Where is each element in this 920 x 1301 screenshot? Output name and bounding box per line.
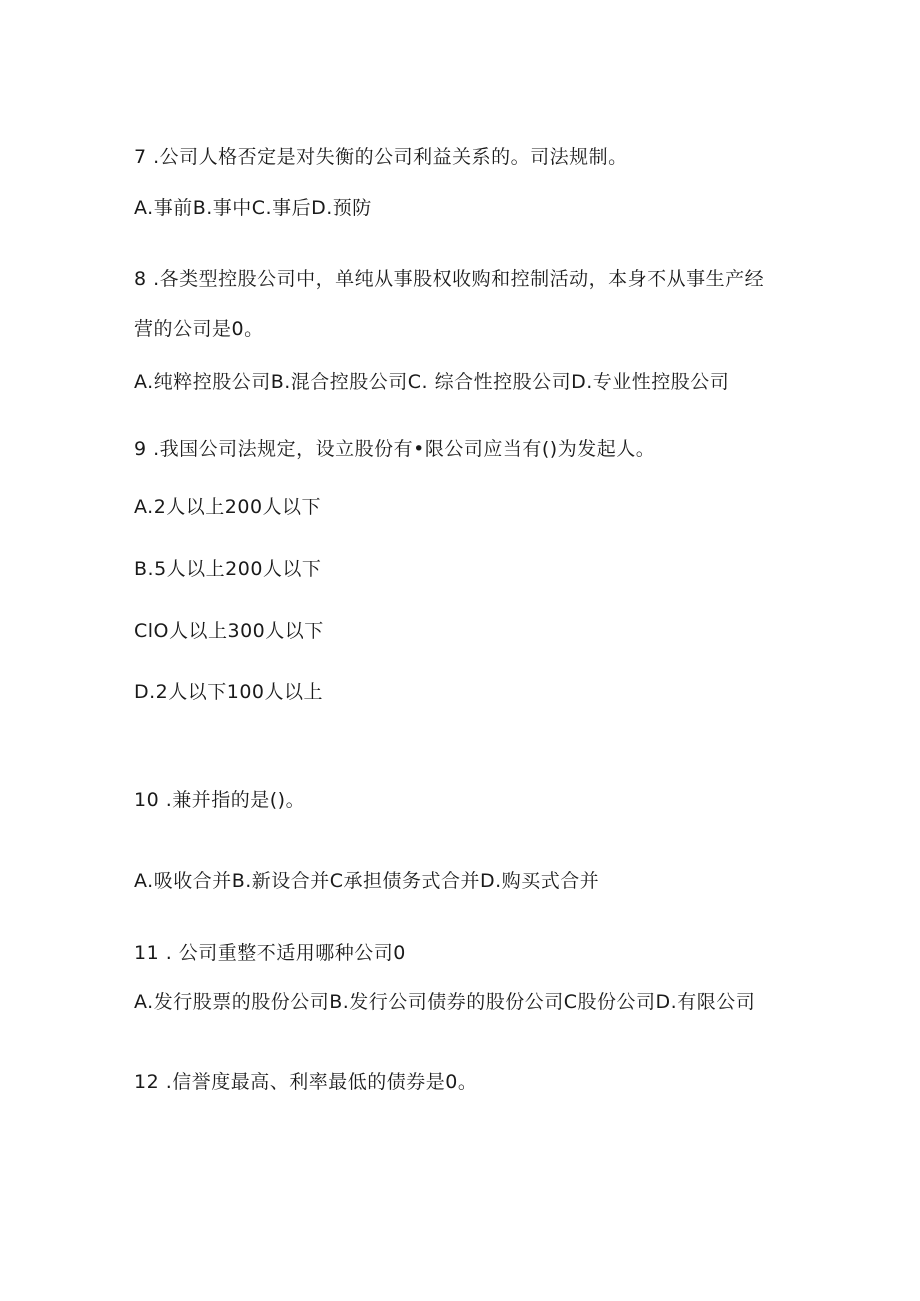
question-7-stem: 7 .公司人格否定是对失衡的公司利益关系的。司法规制。 — [134, 146, 628, 168]
question-8-options: A.纯粹控股公司B.混合控股公司C. 综合性控股公司D.专业性控股公司 — [134, 371, 730, 393]
question-9-option-a: A.2人以上200人以下 — [134, 496, 322, 518]
question-9-option-b: B.5人以上200人以下 — [134, 558, 322, 580]
question-9-option-c: ClO人以上300人以下 — [134, 620, 324, 642]
question-11-options: A.发行股票的股份公司B.发行公司债券的股份公司C股份公司D.有限公司 — [134, 991, 756, 1013]
question-10-options: A.吸收合并B.新设合并C承担债务式合并D.购买式合并 — [134, 870, 600, 892]
question-11-stem: 11 . 公司重整不适用哪种公司0 — [134, 942, 406, 964]
question-9-option-d: D.2人以下100人以上 — [134, 681, 324, 703]
question-12-stem: 12 .信誉度最高、利率最低的债券是0。 — [134, 1071, 478, 1093]
question-8-stem-line1: 8 .各类型控股公司中，单纯从事股权收购和控制活动，本身不从事生产经 — [134, 268, 765, 290]
question-8-stem-line2: 营的公司是0。 — [134, 318, 264, 340]
question-7-options: A.事前B.事中C.事后D.预防 — [134, 197, 372, 219]
question-9-stem: 9 .我国公司法规定，设立股份有•限公司应当有()为发起人。 — [134, 438, 656, 460]
question-10-stem: 10 .兼并指的是()。 — [134, 789, 306, 811]
